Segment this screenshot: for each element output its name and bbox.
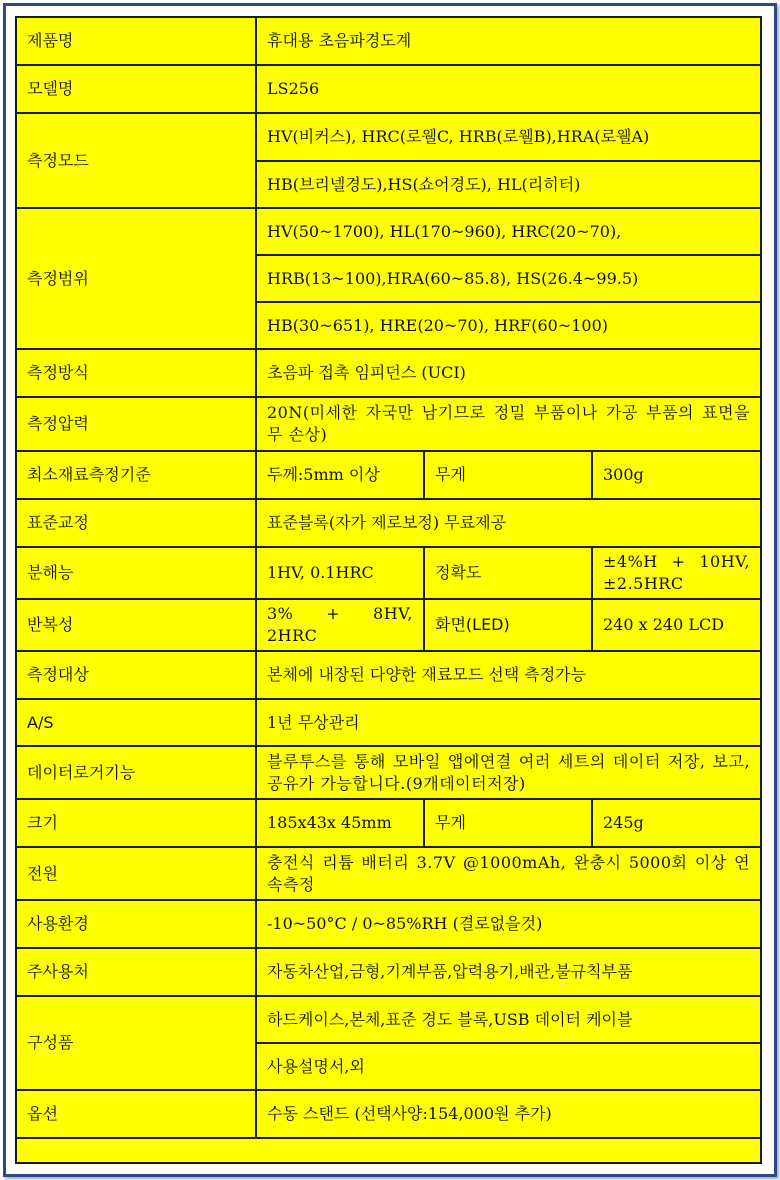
- row-environment: [16, 900, 761, 948]
- product-name-value: 휴대용 초음파경도계: [256, 17, 761, 65]
- row-target: [16, 651, 761, 699]
- row-usage: [16, 948, 761, 996]
- usage-value: 자동차산업,금형,기계부품,압력용기,배관,불규칙부품: [256, 948, 761, 996]
- size-label: 크기: [16, 799, 256, 847]
- min-material-weight-label: 무게: [424, 451, 592, 499]
- size-weight-label: 무게: [424, 799, 592, 847]
- min-material-label: 최소재료측정기준: [16, 451, 256, 499]
- range-value-2: HRB(13~100),HRA(60~85.8), HS(26.4~99.5): [256, 255, 761, 302]
- row-method: [16, 349, 761, 397]
- range-label: 측정범위: [16, 208, 256, 349]
- power-value: 충전식 리튬 배터리 3.7V @1000mAh, 완충시 5000회 이상 연속측정: [256, 847, 761, 900]
- components-value-1: 하드케이스,본체,표준 경도 블록,USB 데이터 케이블: [256, 996, 761, 1043]
- resolution-label: 분해능: [16, 547, 256, 599]
- row-product-name: [16, 17, 761, 65]
- components-label: 구성품: [16, 996, 256, 1090]
- repeatability-value: 3% + 8HV, 2HRC: [256, 599, 424, 651]
- option-label: 옵션: [16, 1090, 256, 1138]
- row-components-1: [16, 996, 761, 1043]
- row-min-material: [16, 451, 761, 499]
- row-model-name: [16, 65, 761, 113]
- product-name-label: 제품명: [16, 17, 256, 65]
- display-label: 화면(LED): [424, 599, 592, 651]
- mode-value-2: HB(브리넬경도),HS(쇼어경도), HL(리히터): [256, 161, 761, 208]
- range-value-3: HB(30~651), HRE(20~70), HRF(60~100): [256, 302, 761, 349]
- target-label: 측정대상: [16, 651, 256, 699]
- calibration-value: 표준블록(자가 제로보정) 무료제공: [256, 499, 761, 547]
- resolution-value: 1HV, 0.1HRC: [256, 547, 424, 599]
- accuracy-label: 정확도: [424, 547, 592, 599]
- target-value: 본체에 내장된 다양한 재료모드 선택 측정가능: [256, 651, 761, 699]
- accuracy-value: ±4%H + 10HV, ±2.5HRC: [592, 547, 761, 599]
- row-mode-1: [16, 113, 761, 161]
- row-range-1: [16, 208, 761, 255]
- environment-label: 사용환경: [16, 900, 256, 948]
- row-option: [16, 1090, 761, 1138]
- empty-footer-cell: [16, 1138, 761, 1163]
- logger-label: 데이터로거기능: [16, 746, 256, 799]
- as-label: A/S: [16, 699, 256, 746]
- range-value-1: HV(50~1700), HL(170~960), HRC(20~70),: [256, 208, 761, 255]
- row-calibration: [16, 499, 761, 547]
- environment-value: -10~50°C / 0~85%RH (결로없을것): [256, 900, 761, 948]
- calibration-label: 표준교정: [16, 499, 256, 547]
- mode-label: 측정모드: [16, 113, 256, 208]
- pressure-value: 20N(미세한 자국만 남기므로 정밀 부품이나 가공 부품의 표면을 무 손상): [256, 397, 761, 451]
- row-power: [16, 847, 761, 900]
- as-value: 1년 무상관리: [256, 699, 761, 746]
- repeatability-label: 반복성: [16, 599, 256, 651]
- usage-label: 주사용처: [16, 948, 256, 996]
- display-value: 240 x 240 LCD: [592, 599, 761, 651]
- min-material-weight-value: 300g: [592, 451, 761, 499]
- size-weight-value: 245g: [592, 799, 761, 847]
- row-repeatability: [16, 599, 761, 651]
- mode-value-1: HV(비커스), HRC(로웰C, HRB(로웰B),HRA(로웰A): [256, 113, 761, 161]
- row-resolution: [16, 547, 761, 599]
- row-size: [16, 799, 761, 847]
- spec-table: [15, 16, 762, 1164]
- option-value: 수동 스탠드 (선택사양:154,000원 추가): [256, 1090, 761, 1138]
- row-logger: [16, 746, 761, 799]
- power-label: 전원: [16, 847, 256, 900]
- model-name-label: 모델명: [16, 65, 256, 113]
- components-value-2: 사용설명서,외: [256, 1043, 761, 1090]
- pressure-label: 측정압력: [16, 397, 256, 451]
- size-value: 185x43x 45mm: [256, 799, 424, 847]
- row-empty-footer: [16, 1138, 761, 1163]
- method-label: 측정방식: [16, 349, 256, 397]
- logger-value: 블루투스를 통해 모바일 앱에연결 여러 세트의 데이터 저장, 보고, 공유가 가능합니다.(9개데이터저장): [256, 746, 761, 799]
- min-material-value: 두께:5mm 이상: [256, 451, 424, 499]
- row-as: [16, 699, 761, 746]
- model-name-value: LS256: [256, 65, 761, 113]
- method-value: 초음파 접촉 임피던스 (UCI): [256, 349, 761, 397]
- row-pressure: [16, 397, 761, 451]
